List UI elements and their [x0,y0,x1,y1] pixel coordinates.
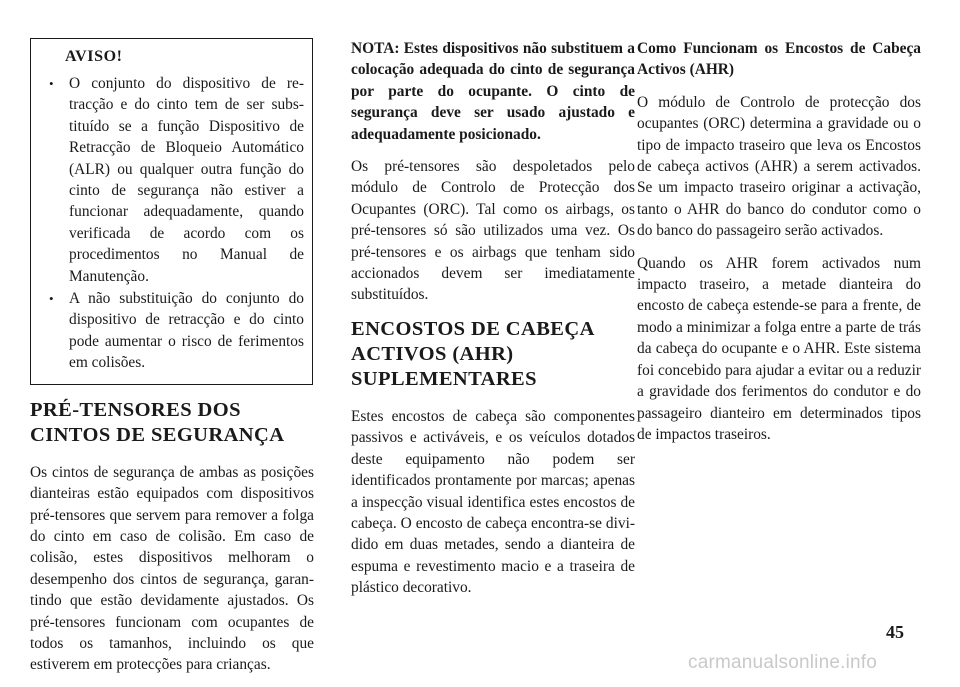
warning-item-text: O conjunto do dispositivo de retracção e do cinto tem de ser substituído se a função Dispositivo de Retracção de Bloqueio Automático (ALR) ou qualquer outra função do cinto de segurança não estiver a funcionar adequadamente, quando verificada de acordo com os procedimentos no Manual de Manutenção. [69,75,304,285]
column-2 [351,38,635,610]
paragraph: Estes encostos de cabeça são componentes passivos e activáveis, e os veículos dotados deste equipamento não podem ser identificados prontamente por marcas; apenas a inspecção visual identifica estes encostos de cabeça. O encosto de cabeça encontra-se dividido em duas metades, sendo a dianteira de espuma e revestimento macio e a traseira de plástico decorativo. [351,407,635,597]
paragraph: Os cintos de segurança de ambas as posições dianteiras estão equipados com dispositivos pré-tensores que servem para remover a folga do cinto em caso de colisão. Em caso de colisão, estes dispositivos melhoram o desempenho dos cintos de segurança, garantindo que estão devidamente ajustados. Os pré-tensores funcionam com ocupantes de todos os tamanhos, incluindo os que estiverem em protecções para crianças. [30,463,314,674]
paragraph: Os pré-tensores são despoletados pelo módulo de Controlo de Protecção dos Ocupantes (ORC). Tal como os airbags, os pré-tensores só são utilizados uma vez. Os pré-tensores e os airbags que tenham sido accionados devem ser imediatamente substituídos. [351,158,635,304]
column-3 [637,38,921,456]
paragraph: O módulo de Controlo de protecção dos ocupantes (ORC) determina a gravidade ou o tipo de impacto traseiro que leva os Encostos de cabeça activos (AHR) a serem activados. Se um impacto traseiro originar a activação, tanto o AHR do banco do condutor como o do banco do passageiro serão activados. [637,93,921,240]
warning-item-text: A não substituição do conjunto do dispositivo de retracção e do cinto pode aumentar o risco de ferimentos em colisões. [69,290,304,372]
watermark: carmanualsonline.info [688,652,878,673]
section-heading-ahr: ENCOSTOS DE CABEÇA ACTIVOS (AHR) SUPLEMENTARES [351,317,594,390]
paragraph: Quando os AHR forem activados num impacto traseiro, a metade dianteira do encosto de cabeça estende-se para a frente, de modo a minimizar a folga entre a parte de trás da cabeça do ocupante e o AHR. Este sistema foi concebido para ajudar a evitar ou a reduzir a gravidade dos ferimentos do condutor e do passageiro dianteiro em determinados tipos de impactos traseiros. [637,254,921,443]
section-heading-pretensores: PRÉ-TENSORES DOS CINTOS DE SEGURANÇA [30,398,285,446]
warning-box [30,38,313,385]
bullet-icon: • [49,76,54,91]
subheading: Como Funcionam os Encostos de Cabeça Activos (AHR) [637,40,921,79]
column-1 [30,38,314,687]
warning-list [39,73,304,374]
bullet-icon: • [49,291,54,307]
warning-item [39,73,304,287]
note-paragraph: NOTA: Estes dispositivos não substituem a colocação adequada do cinto de segurança por parte do ocupante. O cinto de segurança deve ser usado ajustado e adequadamente posicionado. [351,40,635,143]
warning-item [39,288,304,374]
page-number: 45 [886,622,904,642]
warning-title: AVISO! [65,48,123,65]
